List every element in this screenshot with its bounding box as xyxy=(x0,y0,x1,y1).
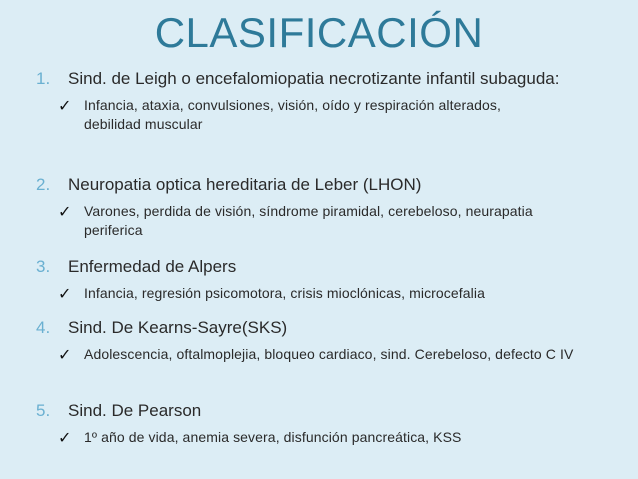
item-text: Enfermedad de Alpers xyxy=(68,257,237,276)
item-bullet-text: Varones, perdida de visión, síndrome piramidal, cerebeloso, neurapatia periferica xyxy=(84,203,533,238)
list-item-5 xyxy=(36,400,626,447)
item-text: Sind. de Leigh o encefalomiopatia necrotizante infantil subaguda: xyxy=(68,69,560,88)
item-bullet-text: Infancia, regresión psicomotora, crisis mioclónicas, microcefalia xyxy=(84,285,485,301)
item-bullet-text: Adolescencia, oftalmoplejia, bloqueo cardiaco, sind. Cerebeloso, defecto C IV xyxy=(84,346,574,362)
item-text: Neuropatia optica hereditaria de Leber (LHON) xyxy=(68,175,422,194)
item-text: Sind. De Pearson xyxy=(68,401,202,420)
list-item-4 xyxy=(36,317,626,364)
list-item-3 xyxy=(36,256,626,303)
checkmark-icon: ✓ xyxy=(58,345,72,364)
item-text: Sind. De Kearns-Sayre(SKS) xyxy=(68,318,288,337)
item-bullet-text: 1º año de vida, anemia severa, disfunción pancreática, KSS xyxy=(84,429,462,445)
item-number: 1. xyxy=(36,69,51,88)
item-bullet-text: Infancia, ataxia, convulsiones, visión, oído y respiración alterados, debilidad muscular xyxy=(84,97,502,132)
checkmark-icon: ✓ xyxy=(58,202,72,221)
list-item-2 xyxy=(36,174,626,240)
slide-title: CLASIFICACIÓN xyxy=(154,9,484,56)
checkmark-icon: ✓ xyxy=(58,428,72,447)
item-number: 3. xyxy=(36,257,51,276)
item-number: 2. xyxy=(36,175,51,194)
checkmark-icon: ✓ xyxy=(58,284,72,303)
list-item-1 xyxy=(36,68,626,134)
item-number: 4. xyxy=(36,318,51,337)
item-number: 5. xyxy=(36,401,51,420)
checkmark-icon: ✓ xyxy=(58,96,72,115)
